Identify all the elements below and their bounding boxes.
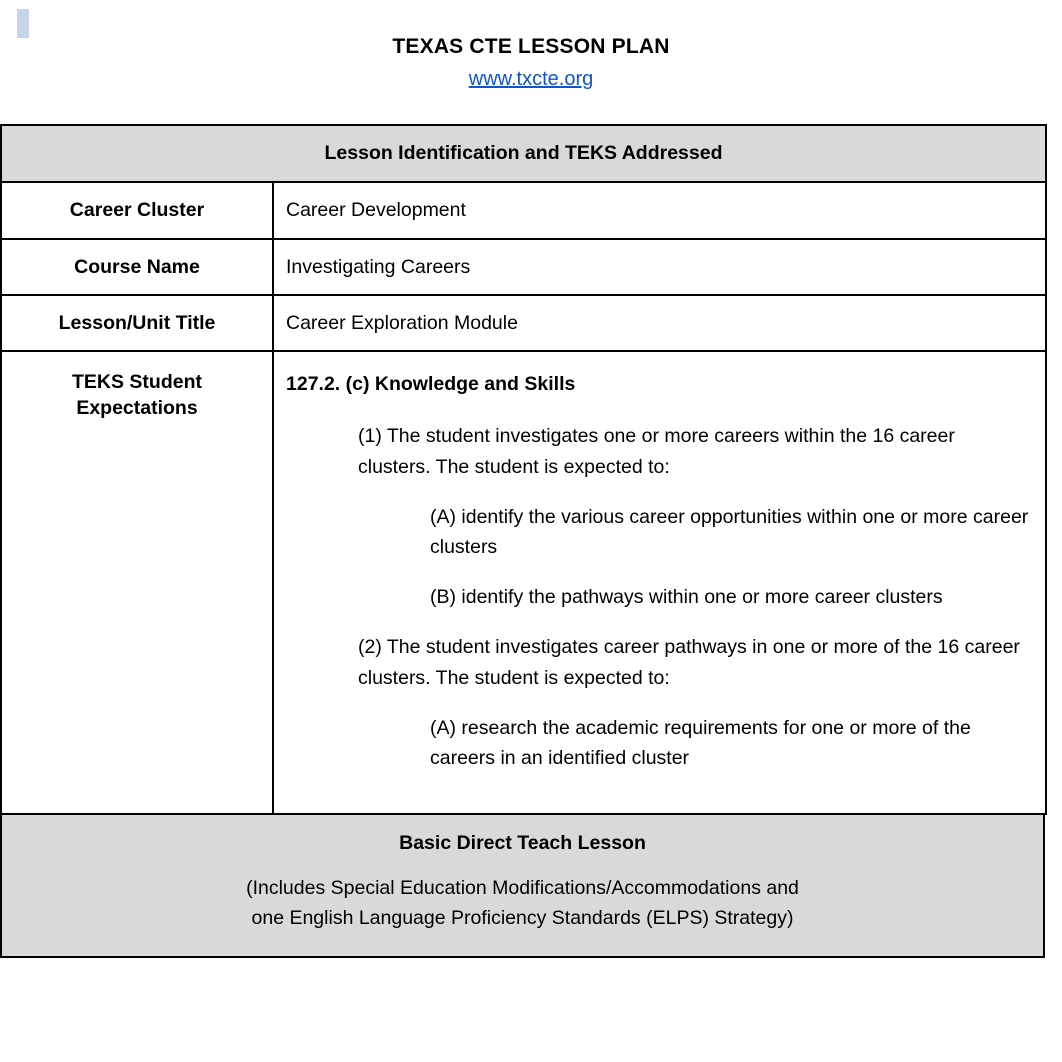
teks-label-line-1: TEKS Student: [72, 371, 202, 394]
teks-student-expectations-label: [1, 351, 273, 814]
footer-subtitle-line-2: one English Language Proficiency Standards (ELPS) Strategy): [251, 907, 794, 930]
table-section-header-row: [1, 125, 1046, 182]
teks-item-1-sub-a: (A) identify the various career opportunities within one or more career clusters: [430, 505, 1029, 558]
career-cluster-value: Career Development: [273, 182, 1046, 238]
footer-subtitle-line-1: (Includes Special Education Modifications/Accommodations and: [246, 877, 799, 900]
career-cluster-label: Career Cluster: [1, 182, 273, 238]
page-title: TEXAS CTE LESSON PLAN: [392, 35, 670, 58]
lesson-unit-title-label: Lesson/Unit Title: [1, 295, 273, 351]
txcte-website-link[interactable]: www.txcte.org: [468, 68, 594, 91]
basic-direct-teach-lesson-section: [0, 813, 1045, 958]
table-row: [1, 295, 1046, 351]
teks-knowledge-skills-heading: 127.2. (c) Knowledge and Skills: [286, 373, 576, 396]
teks-item-2-sub-a: (A) research the academic requirements for one or more of the careers in an identified cluster: [430, 716, 971, 770]
teks-item-2: (2) The student investigates career pathways in one or more of the 16 career clusters. The student is expected to:: [358, 636, 1020, 689]
teks-item-1: (1) The student investigates one or more careers within the 16 career clusters. The student is expected to:: [358, 425, 955, 478]
teks-label-line-2: Expectations: [76, 397, 198, 420]
text-selection-artifact: [17, 9, 29, 38]
lesson-identification-table: [0, 124, 1047, 815]
footer-subtitle: [12, 873, 1033, 933]
table-row: [1, 182, 1046, 238]
footer-section-title: Basic Direct Teach Lesson: [399, 831, 646, 854]
teks-item-1-sub-b: (B) identify the pathways within one or more career clusters: [430, 586, 943, 609]
teks-row: [1, 351, 1046, 814]
section-header-title: Lesson Identification and TEKS Addressed: [1, 125, 1046, 182]
document-header: [0, 0, 1062, 91]
course-name-value: Investigating Careers: [273, 239, 1046, 295]
course-name-label: Course Name: [1, 239, 273, 295]
table-row: [1, 239, 1046, 295]
teks-expectations-content: [273, 351, 1046, 814]
lesson-unit-title-value: Career Exploration Module: [273, 295, 1046, 351]
